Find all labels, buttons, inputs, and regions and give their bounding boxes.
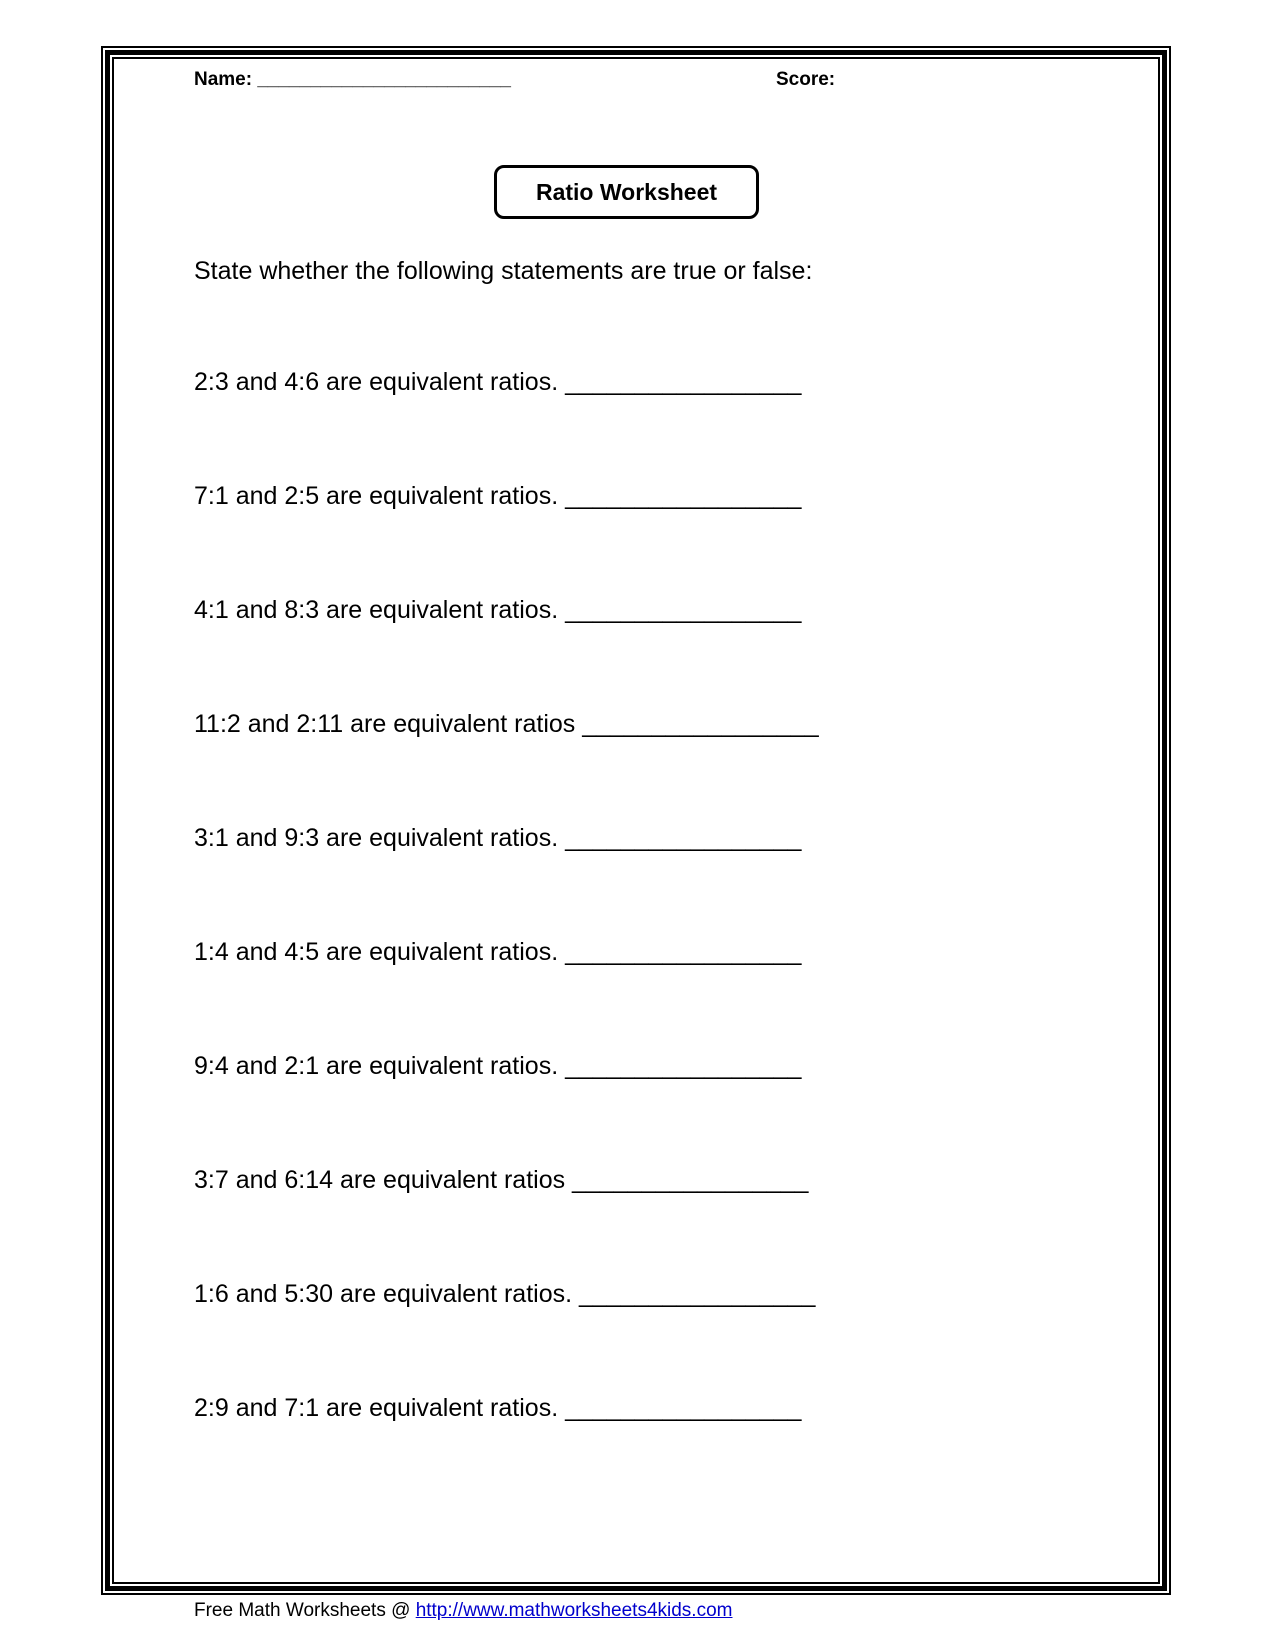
worksheet-title: Ratio Worksheet <box>535 178 718 205</box>
page-border-inner <box>112 57 1160 1584</box>
question-item: 2:3 and 4:6 are equivalent ratios. _________________ <box>194 368 802 396</box>
question-item: 11:2 and 2:11 are equivalent ratios _________________ <box>194 710 819 738</box>
footer-text: Free Math Worksheets @ <box>194 1600 416 1621</box>
score-field-label: Score: <box>776 69 836 90</box>
question-item: 3:7 and 6:14 are equivalent ratios _________________ <box>194 1166 809 1194</box>
name-field-label: Name: ________________________ <box>194 69 511 90</box>
title-box <box>494 165 759 219</box>
footer <box>194 1600 732 1622</box>
instructions-text: State whether the following statements are true or false: <box>194 257 813 285</box>
question-item: 1:4 and 4:5 are equivalent ratios. _________________ <box>194 938 802 966</box>
question-item: 2:9 and 7:1 are equivalent ratios. _________________ <box>194 1394 802 1422</box>
question-item: 9:4 and 2:1 are equivalent ratios. _________________ <box>194 1052 802 1080</box>
question-item: 1:6 and 5:30 are equivalent ratios. _________________ <box>194 1280 816 1308</box>
question-item: 3:1 and 9:3 are equivalent ratios. _________________ <box>194 824 802 852</box>
footer-link[interactable]: http://www.mathworksheets4kids.com <box>415 1600 733 1621</box>
question-item: 4:1 and 8:3 are equivalent ratios. _________________ <box>194 596 802 624</box>
question-item: 7:1 and 2:5 are equivalent ratios. _________________ <box>194 482 802 510</box>
